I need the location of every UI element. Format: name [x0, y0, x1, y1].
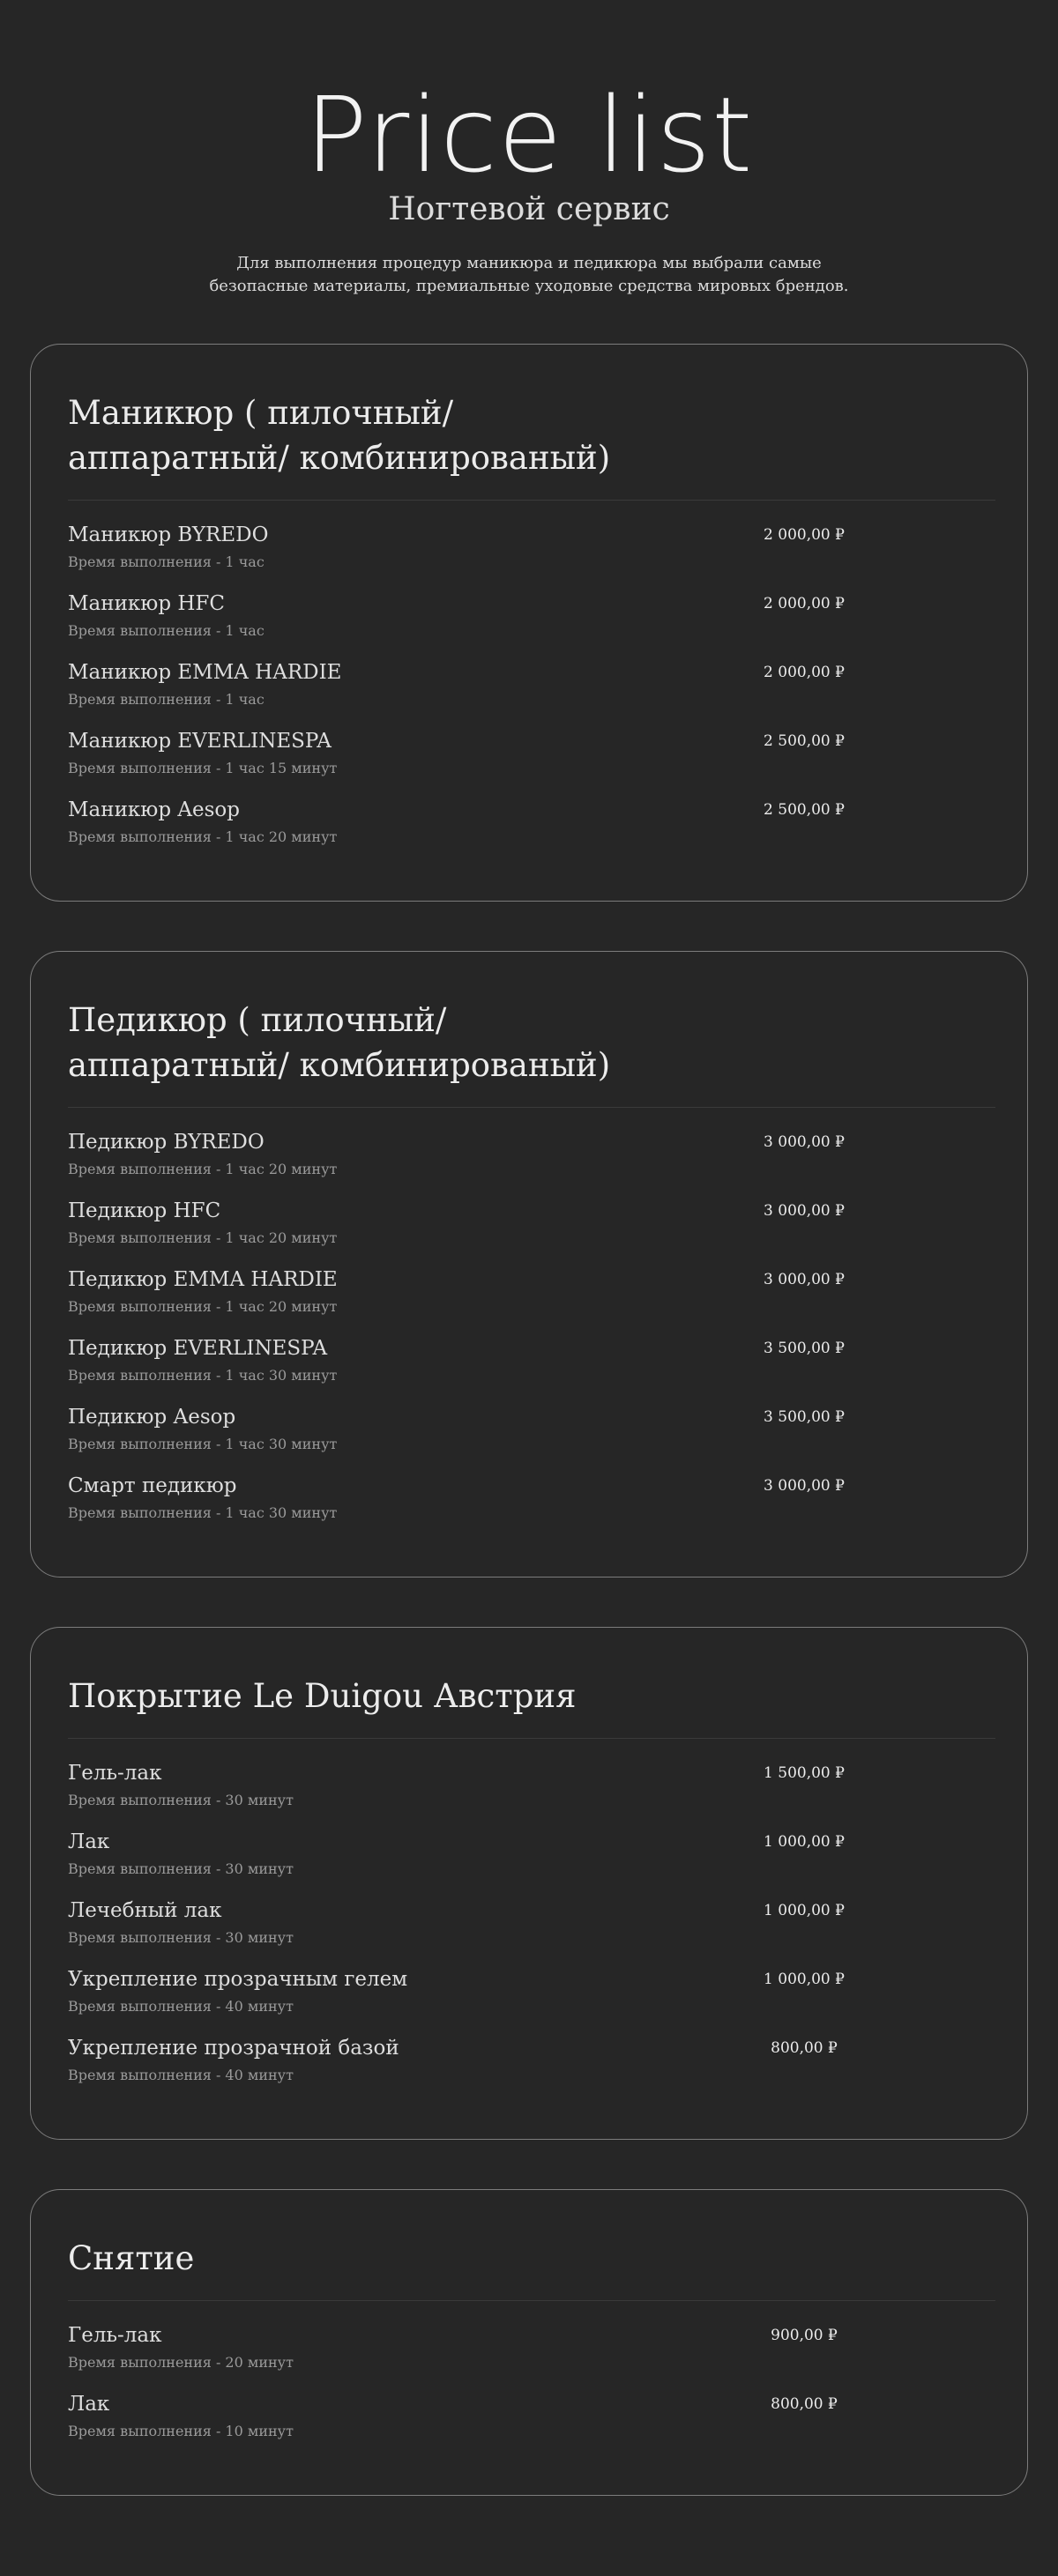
list-item [68, 1129, 995, 1198]
service-name: Лак [68, 1830, 110, 1853]
service-duration: Время выполнения - 1 час [68, 622, 264, 639]
price-sections [30, 344, 1028, 2545]
service-info [68, 522, 738, 571]
service-info [68, 1404, 738, 1453]
service-price: 800,00 ₽ [771, 2039, 838, 2057]
service-price: 1 500,00 ₽ [764, 1764, 845, 1782]
service-name: Педикюр Aesop [68, 1406, 236, 1429]
service-name: Педикюр HFC [68, 1199, 221, 1222]
service-price: 2 000,00 ₽ [764, 595, 845, 612]
service-name: Лак [68, 2393, 110, 2416]
service-info [68, 728, 738, 777]
page-title: Price list [304, 74, 754, 196]
service-price: 3 000,00 ₽ [764, 1133, 845, 1151]
list-item [68, 797, 995, 865]
service-price: 2 000,00 ₽ [764, 526, 845, 544]
list-item [68, 1335, 995, 1404]
service-price: 2 500,00 ₽ [764, 801, 845, 819]
service-name: Гель-лак [68, 2324, 162, 2347]
service-info [68, 1198, 738, 1247]
service-name: Лечебный лак [68, 1899, 222, 1922]
service-name: Педикюр EMMA HARDIE [68, 1268, 338, 1291]
service-info [68, 1829, 738, 1878]
service-info [68, 1335, 738, 1385]
service-price: 3 500,00 ₽ [764, 1340, 845, 1357]
list-item [68, 1966, 995, 2035]
service-info [68, 659, 738, 709]
service-info [68, 1473, 738, 1522]
service-duration: Время выполнения - 1 час 30 минут [68, 1504, 338, 1521]
list-item [68, 2391, 995, 2460]
list-item [68, 1760, 995, 1829]
service-duration: Время выполнения - 30 минут [68, 1929, 294, 1946]
service-price: 800,00 ₽ [771, 2395, 838, 2413]
service-duration: Время выполнения - 1 час 20 минут [68, 1298, 338, 1315]
service-price: 3 500,00 ₽ [764, 1408, 845, 1426]
list-item [68, 1473, 995, 1541]
page-intro: Для выполнения процедур маникюра и педикюра мы выбрали самые безопасные материалы, премиальные уходовые средства мировых брендов. [209, 254, 849, 295]
list-item [68, 1897, 995, 1966]
price-section-card [30, 2189, 1028, 2496]
list-item [68, 659, 995, 728]
service-name: Укрепление прозрачным гелем [68, 1968, 408, 1991]
section-title: Педикюр ( пилочный/ аппаратный/ комбинированый) [68, 998, 995, 1108]
service-name: Маникюр BYREDO [68, 523, 269, 546]
list-item [68, 522, 995, 590]
service-name: Маникюр Aesop [68, 798, 240, 821]
service-info [68, 1266, 738, 1316]
list-item [68, 1404, 995, 1473]
service-price: 3 000,00 ₽ [764, 1477, 845, 1495]
service-info [68, 1897, 738, 1947]
service-name: Педикюр EVERLINESPA [68, 1337, 328, 1360]
service-duration: Время выполнения - 1 час [68, 553, 264, 570]
service-name: Маникюр HFC [68, 592, 225, 615]
service-duration: Время выполнения - 40 минут [68, 1998, 294, 2015]
price-list [68, 2322, 995, 2460]
service-info [68, 2391, 738, 2440]
service-info [68, 1129, 738, 1178]
service-price: 2 500,00 ₽ [764, 732, 845, 750]
section-title: Покрытие Le Duigou Австрия [68, 1674, 995, 1739]
price-list [68, 1760, 995, 2104]
service-info [68, 797, 738, 846]
service-price: 3 000,00 ₽ [764, 1271, 845, 1288]
service-price: 1 000,00 ₽ [764, 1902, 845, 1919]
price-section-card [30, 951, 1028, 1578]
service-duration: Время выполнения - 20 минут [68, 2354, 294, 2371]
service-duration: Время выполнения - 10 минут [68, 2423, 294, 2439]
page-subtitle: Ногтевой сервис [388, 191, 670, 227]
price-section-card [30, 1627, 1028, 2140]
list-item [68, 590, 995, 659]
price-list [68, 1129, 995, 1541]
service-name: Педикюр BYREDO [68, 1131, 264, 1154]
list-item [68, 1266, 995, 1335]
section-title: Снятие [68, 2236, 995, 2301]
service-info [68, 1760, 738, 1809]
service-price: 1 000,00 ₽ [764, 1971, 845, 1988]
service-info [68, 590, 738, 640]
service-duration: Время выполнения - 1 час [68, 691, 264, 708]
service-duration: Время выполнения - 30 минут [68, 1860, 294, 1877]
service-name: Маникюр EMMA HARDIE [68, 661, 342, 684]
section-title: Маникюр ( пилочный/ аппаратный/ комбинированый) [68, 390, 995, 501]
list-item [68, 2035, 995, 2104]
service-price: 2 000,00 ₽ [764, 664, 845, 681]
service-name: Гель-лак [68, 1762, 162, 1785]
service-price: 3 000,00 ₽ [764, 1202, 845, 1220]
price-section-card [30, 344, 1028, 902]
service-price: 1 000,00 ₽ [764, 1833, 845, 1851]
service-price: 900,00 ₽ [771, 2327, 838, 2344]
service-duration: Время выполнения - 1 час 30 минут [68, 1436, 338, 1452]
list-item [68, 2322, 995, 2391]
list-item [68, 728, 995, 797]
service-name: Маникюр EVERLINESPA [68, 730, 332, 753]
service-info [68, 1966, 738, 2016]
page-header [0, 0, 1058, 298]
service-duration: Время выполнения - 1 час 15 минут [68, 760, 338, 776]
service-info [68, 2322, 738, 2372]
service-duration: Время выполнения - 1 час 20 минут [68, 828, 338, 845]
service-duration: Время выполнения - 1 час 30 минут [68, 1367, 338, 1384]
service-duration: Время выполнения - 30 минут [68, 1792, 294, 1808]
service-duration: Время выполнения - 40 минут [68, 2067, 294, 2083]
service-duration: Время выполнения - 1 час 20 минут [68, 1229, 338, 1246]
list-item [68, 1829, 995, 1897]
service-duration: Время выполнения - 1 час 20 минут [68, 1161, 338, 1177]
service-name: Смарт педикюр [68, 1474, 237, 1497]
price-list [68, 522, 995, 865]
service-name: Укрепление прозрачной базой [68, 2037, 399, 2060]
service-info [68, 2035, 738, 2084]
list-item [68, 1198, 995, 1266]
